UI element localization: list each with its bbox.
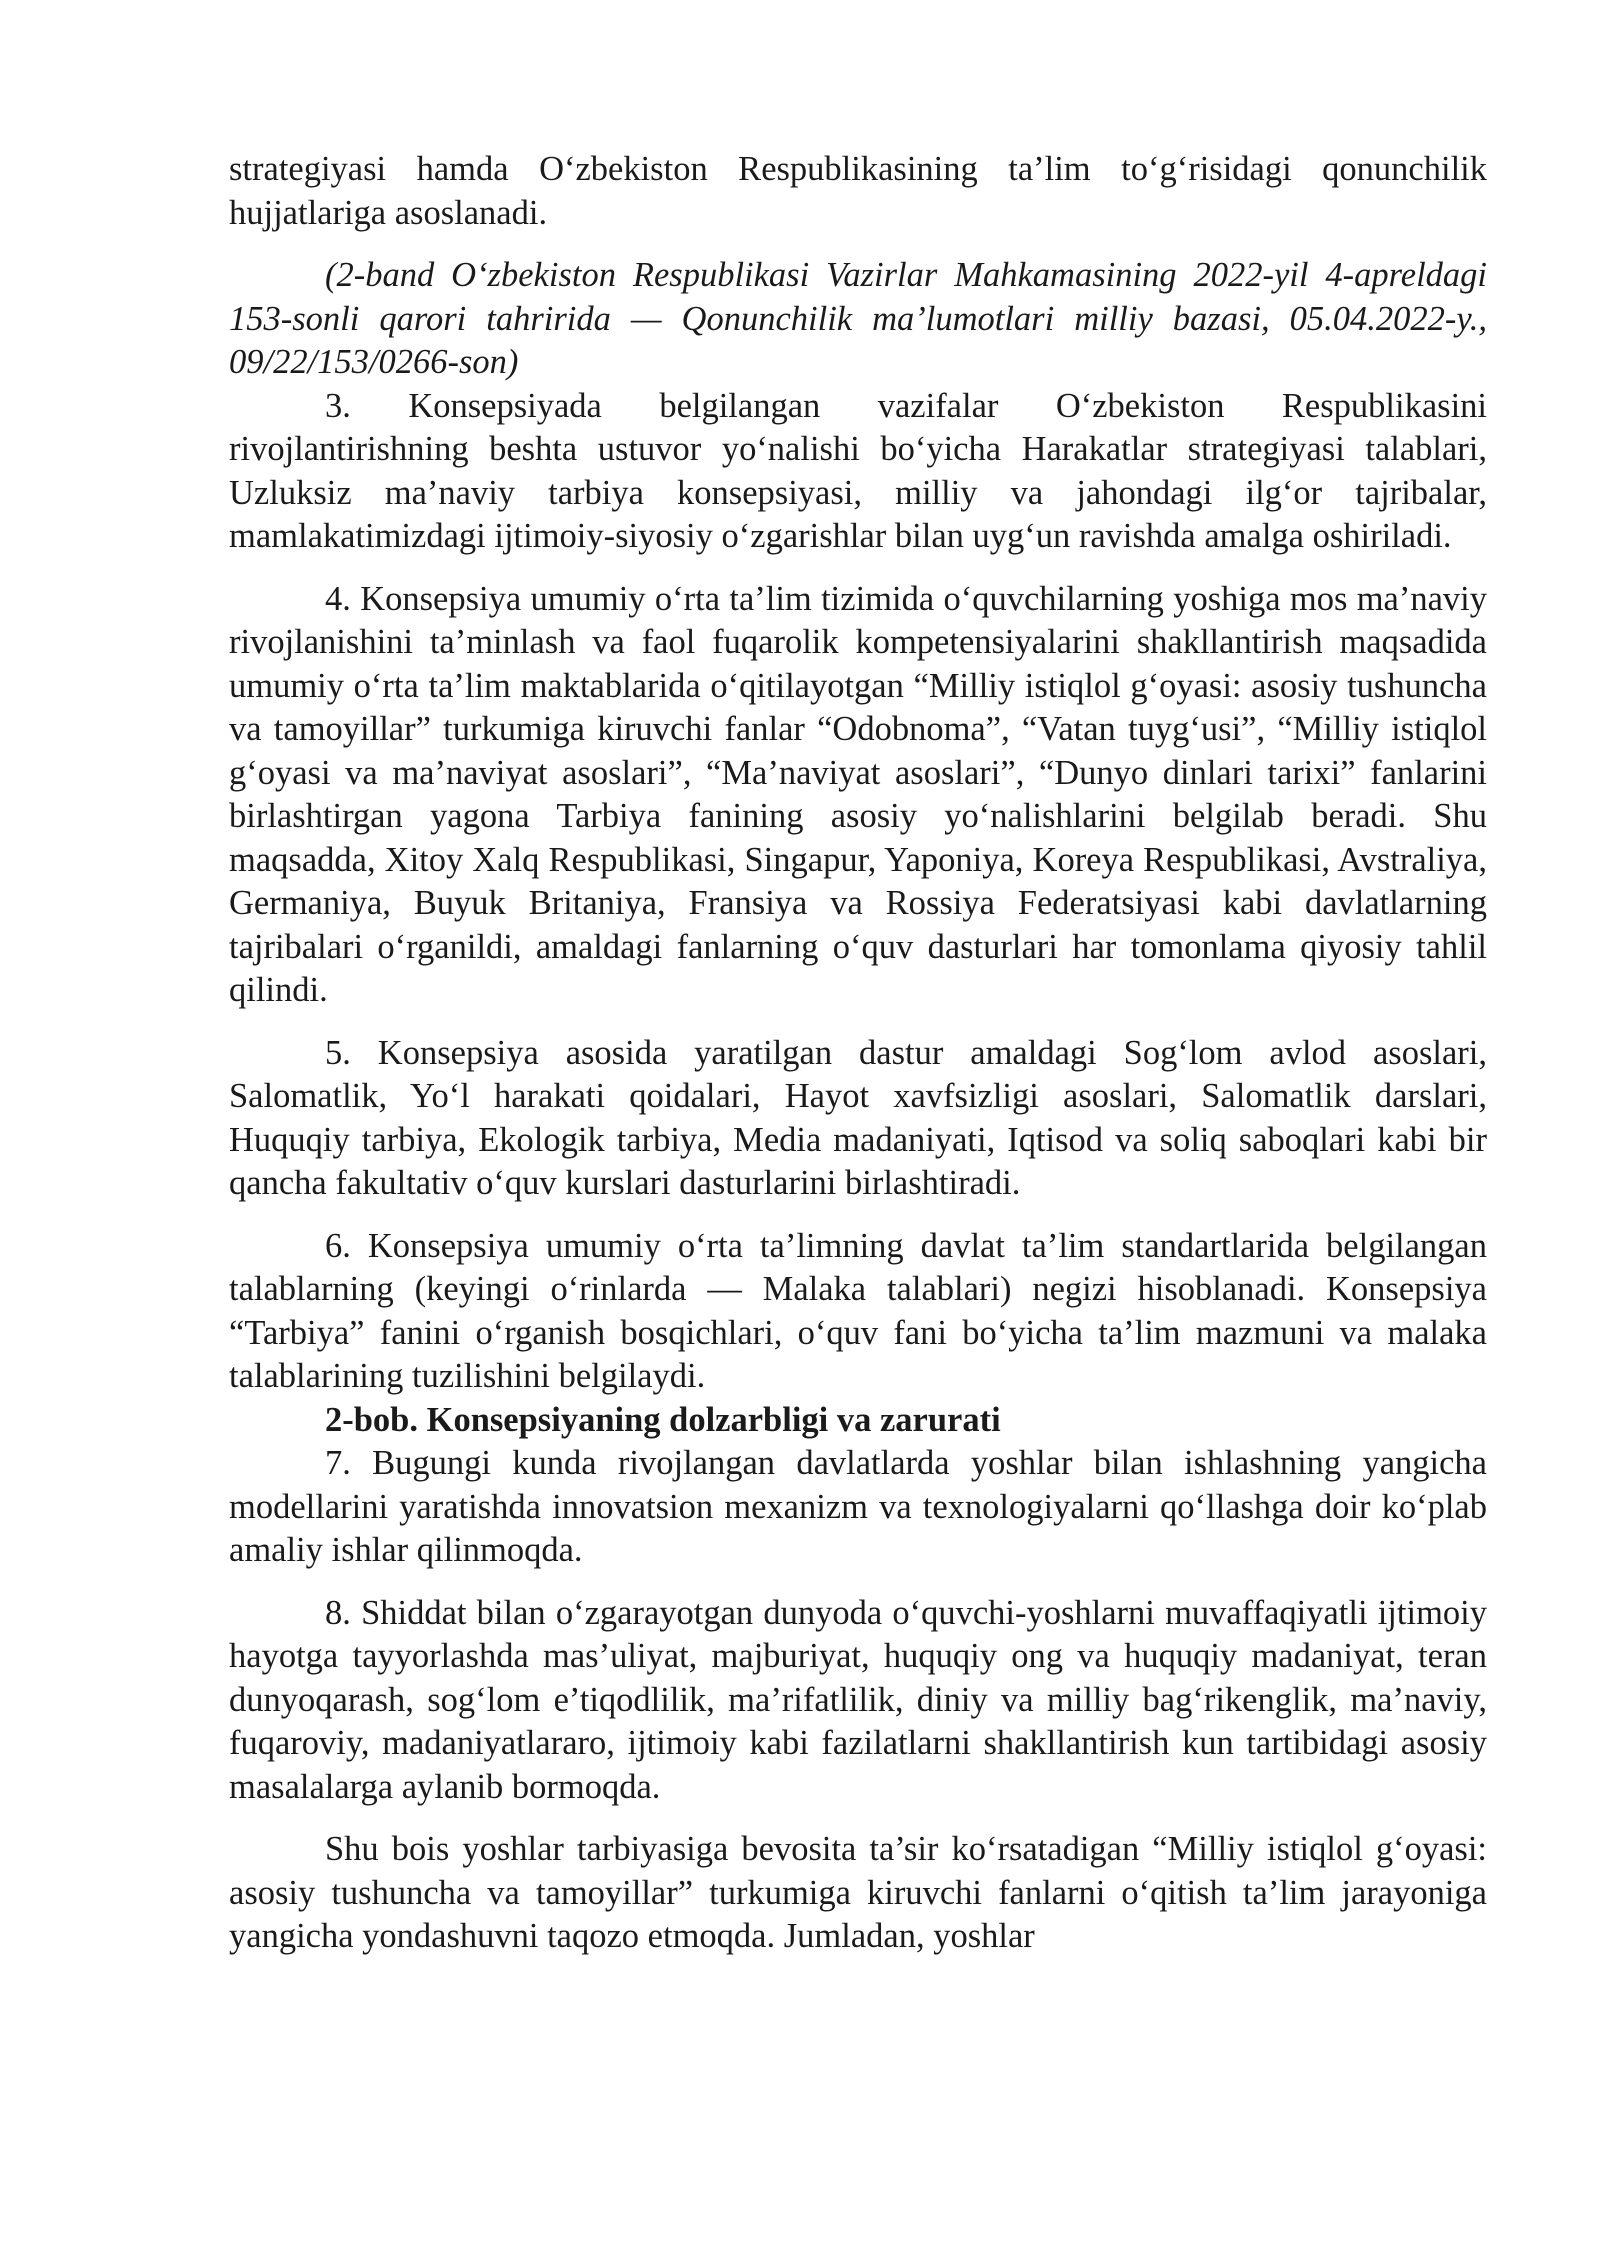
paragraph-intro: strategiyasi hamda O‘zbekiston Respublikasining ta’lim to‘g‘risidagi qonunchilik hujjatlariga asoslanadi.	[229, 150, 1487, 232]
paragraph-7: 7. Bugungi kunda rivojlangan davlatlarda yoshlar bilan ishlashning yangicha modellarini yaratishda innovatsion mexanizm va texnologiyalarni qo‘llashga doir ko‘plab amaliy ishlar qilinmoqda.	[229, 1444, 1487, 1569]
paragraph-9: Shu bois yoshlar tarbiyasiga bevosita ta’sir ko‘rsatadigan “Milliy istiqlol g‘oyasi: asosiy tushuncha va tamoyillar” turkumiga kiruvchi fanlarni o‘qitish ta’lim jarayoniga yangicha yondashuvni taqozo etmoqda. Jumladan, yoshlar	[229, 1830, 1487, 1955]
paragraph-5: 5. Konsepsiya asosida yaratilgan dastur amaldagi Sog‘lom avlod asoslari, Salomatlik, Yo‘l harakati qoidalari, Hayot xavfsizligi asoslari, Salomatlik darslari, Huquqiy tarbiya, Ekologik tarbiya, Media madaniyati, Iqtisod va soliq saboqlari kabi bir qancha fakultativ o‘quv kurslari dasturlarini birlashtiradi.	[229, 1033, 1487, 1202]
paragraph-4: 4. Konsepsiya umumiy o‘rta ta’lim tizimida o‘quvchilarning yoshiga mos ma’naviy rivojlanishini ta’minlash va faol fuqarolik kompetensiyalarini shakllantirish maqsadida umumiy o‘rta ta’lim maktablarida o‘qitilayotgan “Milliy istiqlol g‘oyasi: asosiy tushuncha va tamoyillar” turkumiga kiruvchi fanlar “Odobnoma”, “Vatan tuyg‘usi”, “Milliy istiqlol g‘oyasi va ma’naviyat asoslari”, “Ma’naviyat asoslari”, “Dunyo dinlari tarixi” fanlarini birlashtirgan yagona Tarbiya fanining asosiy yo‘nalishlarini belgilab beradi. Shu maqsadda, Xitoy Xalq Respublikasi, Singapur, Yaponiya, Koreya Respublikasi, Avstraliya, Germaniya, Buyuk Britaniya, Fransiya va Rossiya Federatsiyasi kabi davlatlarning tajribalari o‘rganildi, amaldagi fanlarning o‘quv dasturlari har tomonlama qiyosiy tahlil qilindi.	[229, 579, 1487, 1009]
paragraph-6: 6. Konsepsiya umumiy o‘rta ta’limning davlat ta’lim standartlarida belgilangan talablarning (keyingi o‘rinlarda — Malaka talablari) negizi hisoblanadi. Konsepsiya “Tarbiya” fanini o‘rganish bosqichlari, o‘quv fani bo‘yicha ta’lim mazmuni va malaka talablarining tuzilishini belgilaydi.	[229, 1226, 1487, 1395]
document-page	[229, 148, 1487, 1959]
amendment-note: (2-band O‘zbekiston Respublikasi Vazirlar Mahkamasining 2022-yil 4-apreldagi 153-sonli qarori tahririda — Qonunchilik ma’lumotlari milliy bazasi, 05.04.2022-y., 09/22/153/0266-son)	[229, 256, 1487, 381]
paragraph-8: 8. Shiddat bilan o‘zgarayotgan dunyoda o‘quvchi-yoshlarni muvaffaqiyatli ijtimoiy hayotga tayyorlashda mas’uliyat, majburiyat, huquqiy ong va huquqiy madaniyat, teran dunyoqarash, sog‘lom e’tiqodlilik, ma’rifatlilik, diniy va milliy bag‘rikenglik, ma’naviy, fuqaroviy, madaniyatlararo, ijtimoiy kabi fazilatlarni shakllantirish kun tartibidagi asosiy masalalarga aylanib bormoqda.	[229, 1593, 1487, 1806]
chapter-heading: 2-bob. Konsepsiyaning dolzarbligi va zarurati	[325, 1400, 1001, 1439]
paragraph-3: 3. Konsepsiyada belgilangan vazifalar O‘zbekiston Respublikasini rivojlantirishning beshta ustuvor yo‘nalishi bo‘yicha Harakatlar strategiyasi talablari, Uzluksiz ma’naviy tarbiya konsepsiyasi, milliy va jahondagi ilg‘or tajribalar, mamlakatimizdagi ijtimoiy-siyosiy o‘zgarishlar bilan uyg‘un ravishda amalga oshiriladi.	[229, 386, 1487, 555]
